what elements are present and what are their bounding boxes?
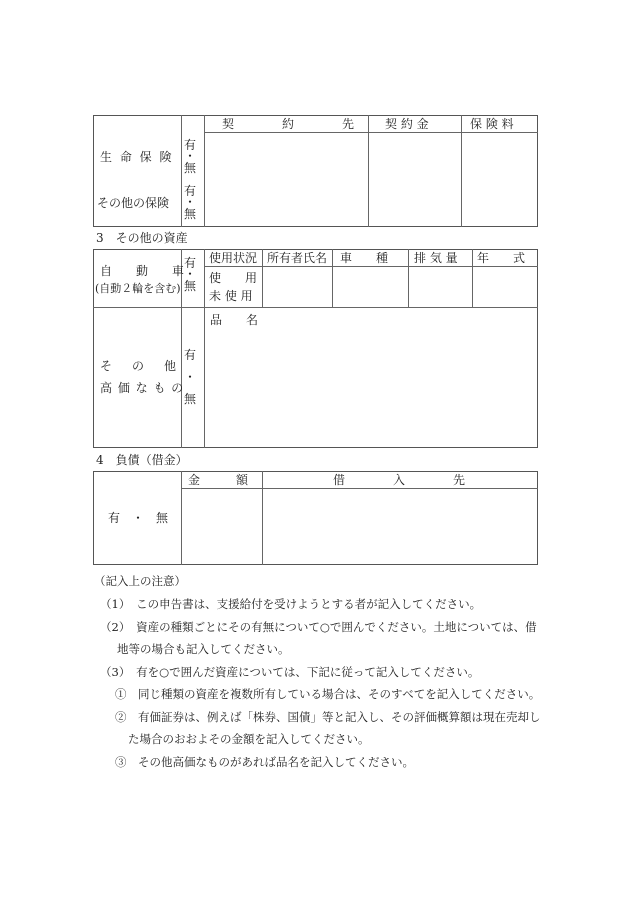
yes-option[interactable]: 有 (184, 184, 197, 198)
note-item: （2） 資産の種類ごとにその有無について○で囲んでください。土地については、借 (100, 620, 537, 634)
separator: ・ (184, 195, 197, 209)
header-model-year: 年 式 (477, 251, 526, 265)
divider (181, 488, 538, 489)
note-item: ③ その他高価なものがあれば品名を記入してください。 (115, 755, 414, 769)
divider (262, 471, 263, 565)
divider (408, 249, 409, 307)
divider (204, 266, 538, 267)
no-option[interactable]: 無 (184, 392, 197, 406)
separator: ・ (184, 149, 197, 163)
usage-in-use[interactable]: 使 用 (209, 271, 258, 285)
header-displacement: 排 気 量 (414, 251, 458, 265)
header-car-type: 車 種 (340, 251, 389, 265)
header-lender: 借 入 先 (333, 473, 466, 487)
no-option[interactable]: 無 (184, 161, 197, 175)
separator: ・ (184, 370, 197, 384)
note-item: た場合のおおよその金額を記入してください。 (128, 732, 370, 746)
label-car-text: 自 動 車 (100, 264, 185, 278)
yes-option[interactable]: 有 (184, 348, 197, 362)
car-yes-no[interactable] (184, 256, 196, 293)
debt-yes-no[interactable]: 有 ・ 無 (108, 511, 169, 525)
note-item: ② 有価証券は、例えば「株券、国債」等と記入し、その評価概算額は現在売却し (115, 710, 541, 724)
label-valuables-line1: そ の 他 (100, 359, 181, 373)
divider (93, 307, 538, 308)
divider (181, 471, 182, 565)
header-amount: 金 額 (188, 473, 249, 487)
separator: ・ (184, 267, 197, 281)
divider (262, 249, 263, 307)
divider (472, 249, 473, 307)
divider (204, 249, 205, 448)
no-option[interactable]: 無 (184, 207, 197, 221)
life-insurance-yes-no[interactable] (184, 138, 196, 175)
yes-option[interactable]: 有 (184, 256, 197, 270)
divider (204, 132, 538, 133)
header-contract-amount: 契 約 金 (385, 117, 429, 131)
header-contractor: 契 約 先 (222, 117, 355, 131)
divider (181, 115, 182, 227)
label-car (100, 264, 185, 278)
section-3-title: 3 その他の資産 (96, 231, 188, 245)
valuables-yes-no[interactable] (184, 348, 196, 406)
notes-heading: （記入上の注意） (94, 574, 186, 588)
header-owner-name: 所有者氏名 (267, 251, 328, 265)
label-item-name: 品 名 (210, 313, 259, 327)
other-insurance-yes-no[interactable] (184, 184, 196, 221)
no-option[interactable]: 無 (184, 279, 197, 293)
usage-unused[interactable]: 未 使 用 (209, 289, 253, 303)
label-life-insurance: 生 命 保 険 (100, 150, 174, 164)
label-valuables-line2: 高 価 な も の (100, 381, 185, 395)
header-usage: 使用状況 (209, 251, 258, 265)
yes-option[interactable]: 有 (184, 138, 197, 152)
note-item: （3） 有を○で囲んだ資産については、下記に従って記入してください。 (100, 665, 480, 679)
note-item: 地等の場合も記入してください。 (117, 642, 290, 656)
label-car-note: (自動２輪を含む) (95, 282, 181, 295)
note-item: ① 同じ種類の資産を複数所有している場合は、そのすべてを記入してください。 (115, 687, 541, 701)
divider (332, 249, 333, 307)
note-item: （1） この申告書は、支援給付を受けようとする者が記入してください。 (100, 597, 482, 611)
section-4-title: 4 負債（借金） (96, 453, 188, 467)
header-premium: 保 険 料 (470, 117, 514, 131)
divider (181, 249, 182, 448)
label-other-insurance: その他の保険 (97, 196, 170, 210)
